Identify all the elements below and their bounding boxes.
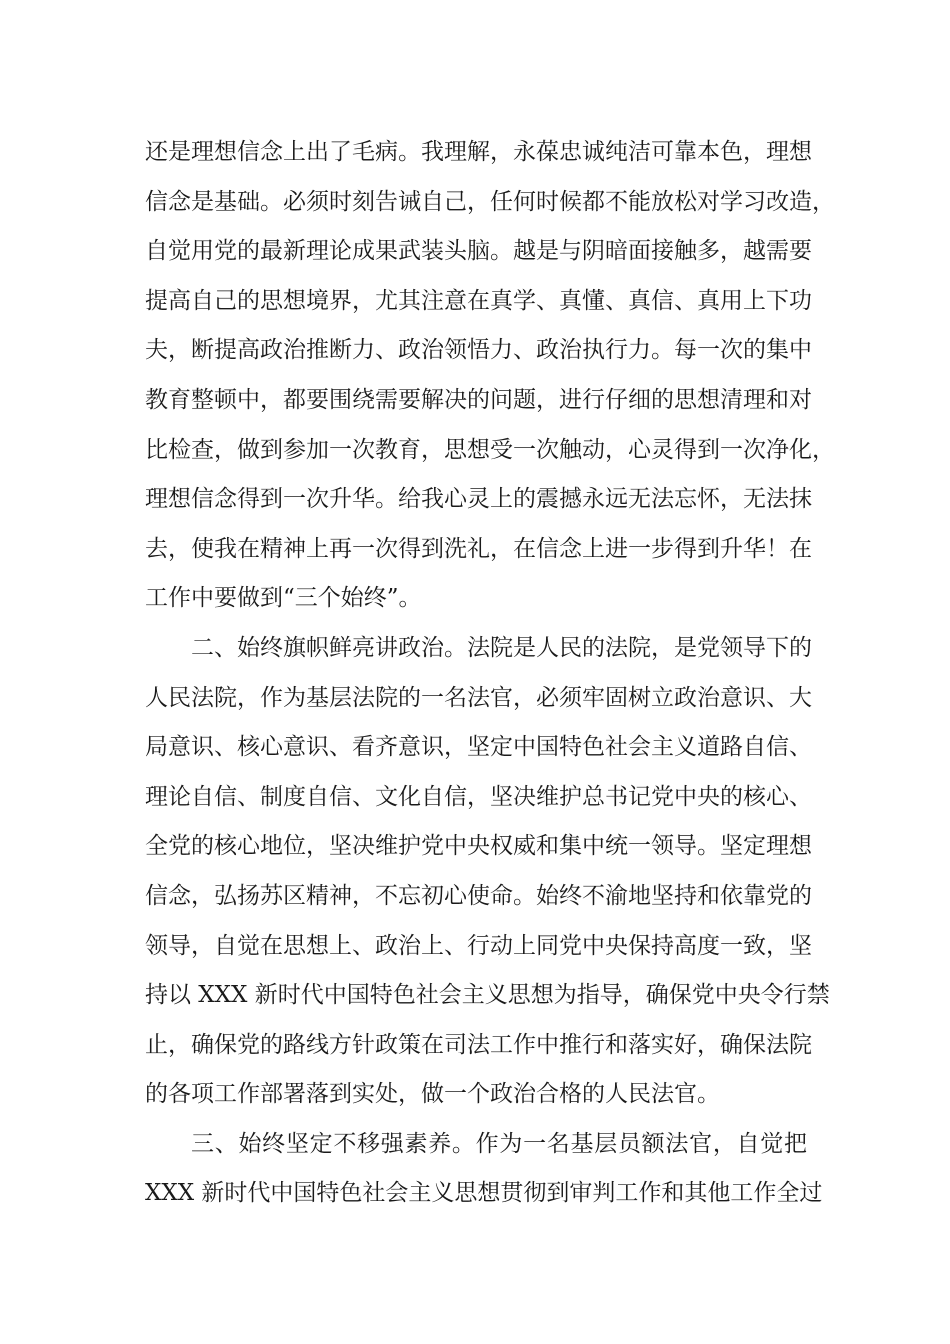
- text-line: 自觉用党的最新理论成果武装头脑。越是与阴暗面接触多，越需要: [145, 238, 812, 265]
- body-text: [145, 128, 835, 1219]
- text-line: 去，使我在精神上再一次得到洗礼，在信念上进一步得到升华！在: [145, 535, 812, 562]
- text-line: 理想信念得到一次升华。给我心灵上的震撼永远无法忘怀，无法抹: [145, 486, 812, 513]
- text-line: 信念是基础。必须时刻告诫自己，任何时候都不能放松对学习改造，: [145, 188, 835, 215]
- text-line: 教育整顿中，都要围绕需要解决的问题，进行仔细的思想清理和对: [145, 386, 812, 413]
- text-line: 止，确保党的路线方针政策在司法工作中推行和落实好，确保法院: [145, 1031, 812, 1058]
- text-line: 信念，弘扬苏区精神，不忘初心使命。始终不渝地坚持和依靠党的: [145, 882, 812, 909]
- text-line: 全党的核心地位，坚决维护党中央权威和集中统一领导。坚定理想: [145, 833, 812, 860]
- text-line: 工作中要做到“三个始终”。: [145, 585, 422, 612]
- text-line: 持以 XXX 新时代中国特色社会主义思想为指导，确保党中央令行禁: [145, 982, 830, 1009]
- text-line: 局意识、核心意识、看齐意识，坚定中国特色社会主义道路自信、: [145, 734, 812, 761]
- text-line: 夫，断提高政治推断力、政治领悟力、政治执行力。每一次的集中: [145, 337, 812, 364]
- text-line: 二、始终旗帜鲜亮讲政治。法院是人民的法院，是党领导下的: [191, 634, 812, 661]
- text-line: 提高自己的思想境界，尤其注意在真学、真懂、真信、真用上下功: [145, 287, 812, 314]
- text-line: 三、始终坚定不移强素养。作为一名基层员额法官，自觉把: [191, 1130, 807, 1157]
- text-line: 人民法院，作为基层法院的一名法官，必须牢固树立政治意识、大: [145, 684, 812, 711]
- text-line: 的各项工作部署落到实处，做一个政治合格的人民法官。: [145, 1081, 720, 1108]
- text-line: XXX 新时代中国特色社会主义思想贯彻到审判工作和其他工作全过: [145, 1180, 823, 1207]
- text-line: 领导，自觉在思想上、政治上、行动上同党中央保持高度一致，坚: [145, 932, 812, 959]
- text-line: 还是理想信念上出了毛病。我理解，永葆忠诚纯洁可靠本色，理想: [145, 139, 812, 165]
- text-line: 理论自信、制度自信、文化自信，坚决维护总书记党中央的核心、: [145, 783, 812, 810]
- text-line: 比检查，做到参加一次教育，思想受一次触动，心灵得到一次净化，: [145, 436, 835, 463]
